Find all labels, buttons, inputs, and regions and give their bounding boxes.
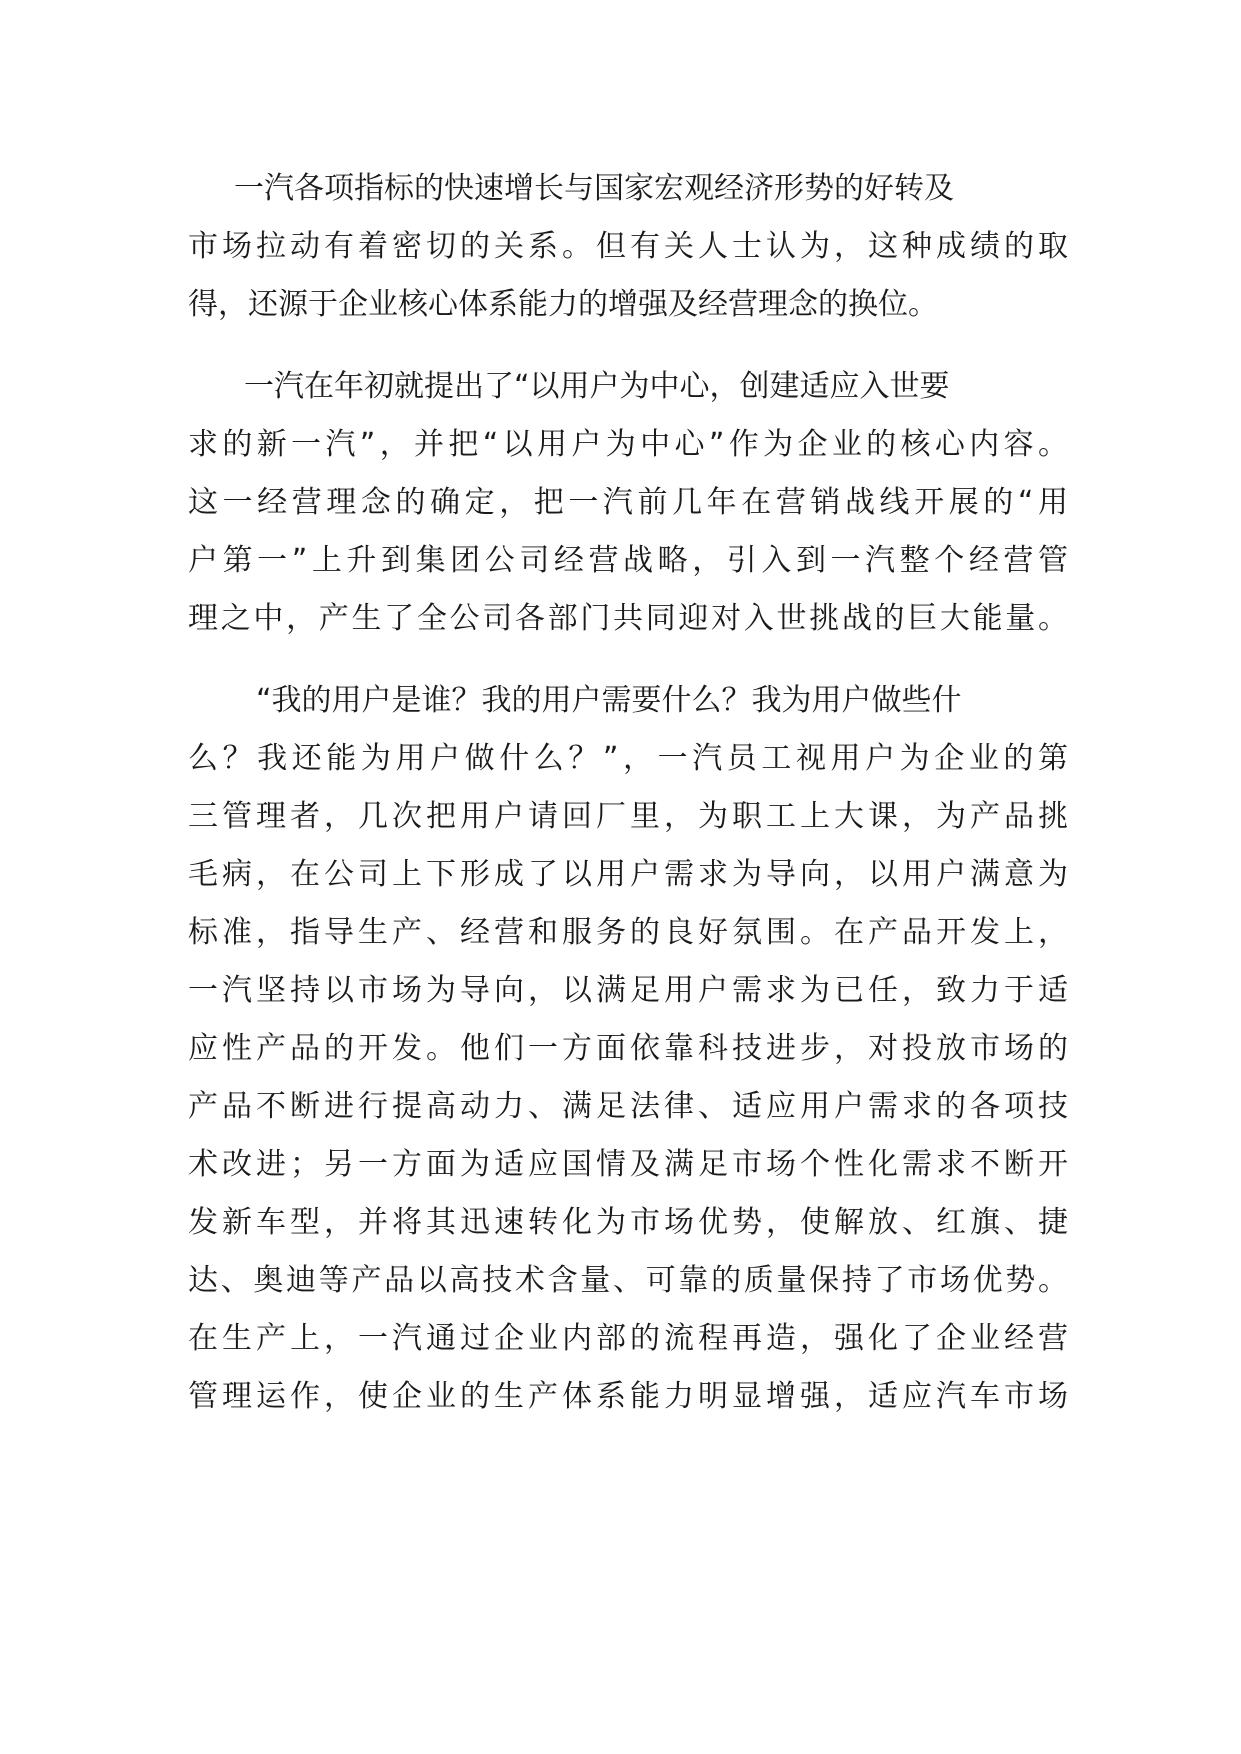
paragraph-line: 么？我还能为用户做什么？”，一汽员工视用户为企业的第	[188, 741, 1068, 776]
paragraph-line: 产品不断进行提高动力、满足法律、适应用户需求的各项技	[188, 1089, 1068, 1124]
paragraph-line: 达、奥迪等产品以高技术含量、可靠的质量保持了市场优势。	[188, 1263, 1068, 1298]
paragraph-line: 户第一”上升到集团公司经营战略，引入到一汽整个经营管	[188, 543, 1068, 578]
document-body	[188, 160, 1068, 1426]
paragraph-line: 三管理者，几次把用户请回厂里，为职工上大课，为产品挑	[188, 799, 1068, 834]
paragraph-line: 理之中，产生了全公司各部门共同迎对入世挑战的巨大能量。	[188, 601, 1068, 636]
paragraph-3	[188, 672, 1068, 1426]
paragraph-line: 得，还源于企业核心体系能力的增强及经营理念的换位。	[188, 287, 938, 322]
paragraph-2	[188, 358, 1068, 648]
paragraph-line: 发新车型，并将其迅速转化为市场优势，使解放、红旗、捷	[188, 1205, 1068, 1240]
paragraph-line: 一汽各项指标的快速增长与国家宏观经济形势的好转及	[234, 171, 954, 206]
paragraph-line: 求的新一汽”，并把“以用户为中心”作为企业的核心内容。	[188, 427, 1068, 462]
paragraph-line: 术改进；另一方面为适应国情及满足市场个性化需求不断开	[188, 1147, 1068, 1182]
paragraph-line: 在生产上，一汽通过企业内部的流程再造，强化了企业经营	[188, 1321, 1068, 1356]
paragraph-line: 标准，指导生产、经营和服务的良好氛围。在产品开发上，	[188, 915, 1068, 950]
paragraph-line: 市场拉动有着密切的关系。但有关人士认为，这种成绩的取	[188, 229, 1068, 264]
paragraph-line: 一汽坚持以市场为导向，以满足用户需求为已任，致力于适	[188, 973, 1068, 1008]
paragraph-line: 这一经营理念的确定，把一汽前几年在营销战线开展的“用	[188, 485, 1068, 520]
paragraph-line: 管理运作，使企业的生产体系能力明显增强，适应汽车市场	[188, 1379, 1068, 1414]
paragraph-line: 一汽在年初就提出了“以用户为中心，创建适应入世要	[244, 369, 950, 404]
paragraph-line: 应性产品的开发。他们一方面依靠科技进步，对投放市场的	[188, 1031, 1068, 1066]
paragraph-line: 毛病，在公司上下形成了以用户需求为导向，以用户满意为	[188, 857, 1068, 892]
paragraph-1	[188, 160, 1068, 334]
paragraph-line: “我的用户是谁？我的用户需要什么？我为用户做些什	[256, 683, 962, 718]
